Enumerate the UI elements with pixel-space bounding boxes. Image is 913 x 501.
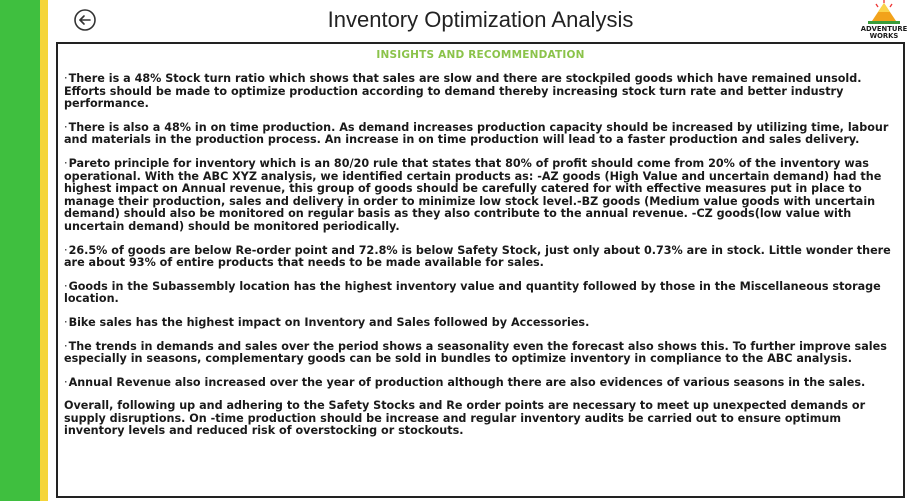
insight-text: Goods in the Subassembly location has the highest inventory value and quantity followed by those in the Miscellaneous storage location. <box>64 279 881 306</box>
panel-heading: INSIGHTS AND RECOMMENDATION <box>376 49 585 61</box>
insight-item: ·There is also a 48% in on time production. As demand increases production capacity should be increased by utilizing time, labour and materials in the production process. An increase in on time production will lead to a faster production and sales delivery. <box>64 120 889 147</box>
insight-item: ·26.5% of goods are below Re-order point and 72.8% is below Safety Stock, just only about 0.73% are in stock. Little wonder there are about 93% of entire products that needs to be made available for sales. <box>64 243 891 270</box>
insight-text: There is also a 48% in on time production. As demand increases production capacity should be increased by utilizing time, labour and materials in the production process. An increase in on time production will lead to a faster production and sales delivery. <box>64 120 889 147</box>
conclusion-text: Overall, following up and adhering to the Safety Stocks and Re order points are necessary to meet up unexpected demands or supply disruptions. On -time production should be increase and regular inventory audits be carried out to ensure optimum inventory levels and reduced risk of overstocking or stockouts. <box>64 399 866 438</box>
insight-text: There is a 48% Stock turn ratio which shows that sales are slow and there are stockpiled goods which have remained unsold. Efforts should be made to optimize production according to demand thereby increasing stock turn rate and better industry performance. <box>64 72 862 111</box>
insight-text: Bike sales has the highest impact on Inventory and Sales followed by Accessories. <box>68 315 590 329</box>
insight-text: Annual Revenue also increased over the year of production although there are also evidences of various seasons in the sales. <box>68 375 866 389</box>
page-title: Inventory Optimization Analysis <box>327 7 634 32</box>
insight-text: The trends in demands and sales over the period shows a seasonality even the forecast also shows this. To further improve sales especially in seasons, complementary goods can be sold in bundles to optimize inventory in compliance to the ABC analysis. <box>64 339 887 366</box>
insight-item: ·Goods in the Subassembly location has the highest inventory value and quantity followed by those in the Miscellaneous storage location. <box>64 279 881 306</box>
logo-text-line1: ADVENTURE <box>860 25 908 33</box>
insight-item: ·Pareto principle for inventory which is an 80/20 rule that states that 80% of profit should come from 20% of the inventory was operational. With the ABC XYZ analysis, we identified certain products as: -AZ goods (High Value and uncertain demand) had the highest impact on Annual revenue, this group of goods should be carefully catered for with effective measures put in place to manage their production, sales and delivery in order to minimize low stock level.-BZ goods (Medium value goods with uncertain demand) should also be monitored on regular basis as they also contribute to the annual revenue. -CZ goods(low value with uncertain demand) should be monitored periodically. <box>64 156 882 233</box>
sidebar-green-strip <box>0 0 40 501</box>
insight-text: 26.5% of goods are below Re-order point and 72.8% is below Safety Stock, just only about 0.73% are in stock. Little wonder there are about 93% of entire products that needs to be made available for sales. <box>64 243 891 270</box>
insights-list <box>58 73 903 438</box>
insight-item: ·The trends in demands and sales over the period shows a seasonality even the forecast also shows this. To further improve sales especially in seasons, complementary goods can be sold in bundles to optimize inventory in compliance to the ABC analysis. <box>64 339 887 366</box>
sidebar-yellow-strip <box>40 0 48 501</box>
insight-item: ·Bike sales has the highest impact on Inventory and Sales followed by Accessories. <box>64 315 590 329</box>
adventure-works-logo <box>856 0 912 40</box>
logo-text-line2: WORKS <box>869 32 899 40</box>
insight-item: ·There is a 48% Stock turn ratio which shows that sales are slow and there are stockpiled goods which have remained unsold. Efforts should be made to optimize production according to demand thereby increasing stock turn rate and better industry performance. <box>64 72 862 111</box>
insights-panel <box>56 42 905 498</box>
page-header <box>48 0 913 40</box>
insight-item: ·Annual Revenue also increased over the year of production although there are also evidences of various seasons in the sales. <box>64 375 866 389</box>
insight-text: Pareto principle for inventory which is an 80/20 rule that states that 80% of profit should come from 20% of the inventory was operational. With the ABC XYZ analysis, we identified certain products as: -AZ goods (High Value and uncertain demand) had the highest impact on Annual revenue, this group of goods should be carefully catered for with effective measures put in place to manage their production, sales and delivery in order to minimize low stock level.-BZ goods (Medium value goods with uncertain demand) should also be monitored on regular basis as they also contribute to the annual revenue. -CZ goods(low value with uncertain demand) should be monitored periodically. <box>64 156 882 233</box>
